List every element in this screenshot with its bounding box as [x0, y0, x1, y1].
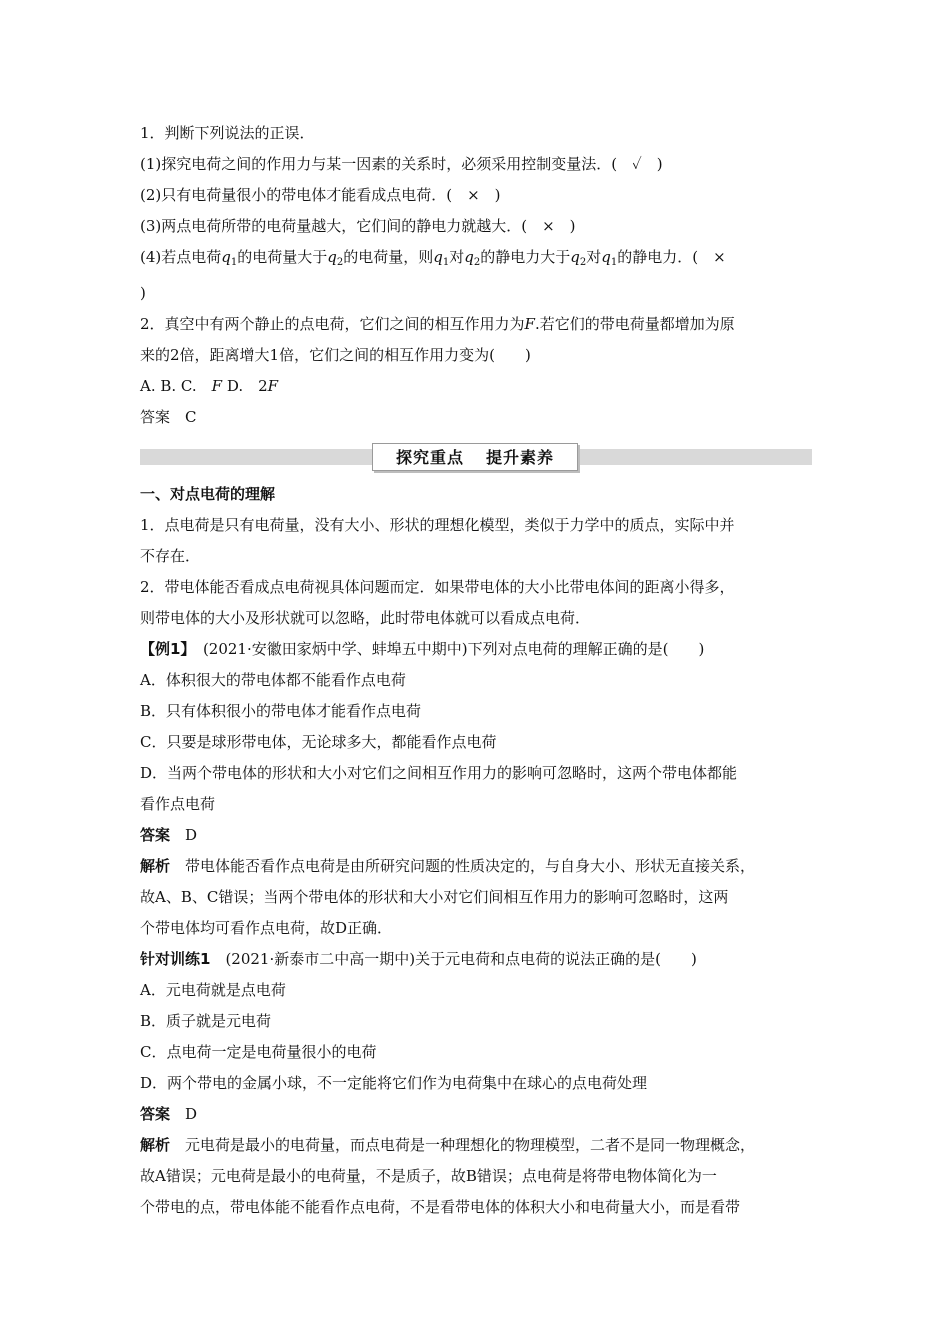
example-1-stem: 【例1】 (2021·安徽田家炳中学、蚌埠五中期中)下列对点电荷的理解正确的是( ) — [140, 640, 705, 658]
section-paragraph-2-line-1: 2．带电体能否看成点电荷视具体问题而定．如果带电体的大小比带电体间的距离小得多， — [140, 578, 735, 596]
example-1-answer: 答案 D — [140, 826, 198, 844]
training-1-analysis-line-2: 故A错误；元电荷是最小的电荷量，不是质子，故B错误；点电荷是将带电物体简化为一 — [140, 1167, 717, 1185]
training-1-option-d: D．两个带电的金属小球，不一定能将它们作为电荷集中在球心的点电荷处理 — [140, 1074, 648, 1092]
banner-title-box — [372, 443, 578, 471]
question-2-answer: 答案 C — [140, 408, 197, 426]
section-paragraph-2-line-2: 则带电体的大小及形状就可以忽略，此时带电体就可以看成点电荷． — [140, 609, 591, 627]
example-1-option-b: B．只有体积很小的带电体才能看作点电荷 — [140, 702, 422, 720]
judge-title: 1．判断下列说法的正误． — [140, 124, 315, 142]
section-heading: 一、对点电荷的理解 — [140, 485, 276, 503]
question-2-options: A. B. C. F D. 2F — [140, 377, 279, 395]
judge-item-3: (3)两点电荷所带的电荷量越大，它们间的静电力就越大．( × ) — [140, 217, 576, 235]
banner-right-text: 提升素养 — [486, 447, 555, 467]
training-1-option-b: B．质子就是元电荷 — [140, 1012, 272, 1030]
judge-item-1: (1)探究电荷之间的作用力与某一因素的关系时，必须采用控制变量法．( ✓ ) — [140, 155, 663, 173]
question-2-line-2: 来的2倍，距离增大1倍，它们之间的相互作用力变为( ) — [140, 346, 531, 364]
training-1-analysis-line-3: 个带电的点，带电体能不能看作点电荷，不是看带电体的体积大小和电荷量大小，而是看带 — [140, 1198, 741, 1216]
judge-item-2: (2)只有电荷量很小的带电体才能看成点电荷．( × ) — [140, 186, 501, 204]
example-1-option-c: C．只要是球形带电体，无论球多大，都能看作点电荷 — [140, 733, 497, 751]
question-2-line-1: 2．真空中有两个静止的点电荷，它们之间的相互作用力为F.若它们的带电荷量都增加为原 — [140, 315, 735, 333]
training-1-option-c: C．点电荷一定是电荷量很小的电荷 — [140, 1043, 377, 1061]
example-1-option-d-continuation: 看作点电荷 — [140, 795, 216, 813]
training-1-option-a: A．元电荷就是点电荷 — [140, 981, 286, 999]
banner-left-text: 探究重点 — [395, 447, 464, 467]
section-banner — [140, 443, 812, 471]
training-1-analysis-line-1: 解析 元电荷是最小的电荷量，而点电荷是一种理想化的物理模型，二者不是同一物理概念， — [140, 1136, 756, 1154]
example-1-analysis-line-3: 个带电体均可看作点电荷，故D正确． — [140, 919, 393, 937]
section-paragraph-1-line-2: 不存在． — [140, 547, 201, 565]
example-1-option-d: D．当两个带电体的形状和大小对它们之间相互作用力的影响可忽略时，这两个带电体都能 — [140, 764, 738, 782]
judge-item-4: (4)若点电荷$q_1$的电荷量大于$q_2$的电荷量，则$q_1$对$q_2$的静电力大于$q_2$对$q_1$的静电力．( × — [140, 248, 726, 268]
example-1-tag: 【例1】 — [140, 640, 188, 658]
section-paragraph-1-line-1: 1．点电荷是只有电荷量，没有大小、形状的理想化模型，类似于力学中的质点，实际中并 — [140, 516, 735, 534]
document-page — [140, 118, 812, 1223]
judge-item-4-continuation: ) — [140, 284, 146, 302]
training-1-tag: 针对训练1 — [140, 950, 211, 968]
training-1-stem: 针对训练1 (2021·新泰市二中高一期中)关于元电荷和点电荷的说法正确的是( ) — [140, 950, 697, 968]
example-1-analysis-line-1: 解析 带电体能否看作点电荷是由所研究问题的性质决定的，与自身大小、形状无直接关系， — [140, 857, 756, 875]
training-1-answer: 答案 D — [140, 1105, 198, 1123]
example-1-analysis-line-2: 故A、B、C错误；当两个带电体的形状和大小对它们间相互作用力的影响可忽略时，这两 — [140, 888, 729, 906]
example-1-option-a: A．体积很大的带电体都不能看作点电荷 — [140, 671, 406, 689]
